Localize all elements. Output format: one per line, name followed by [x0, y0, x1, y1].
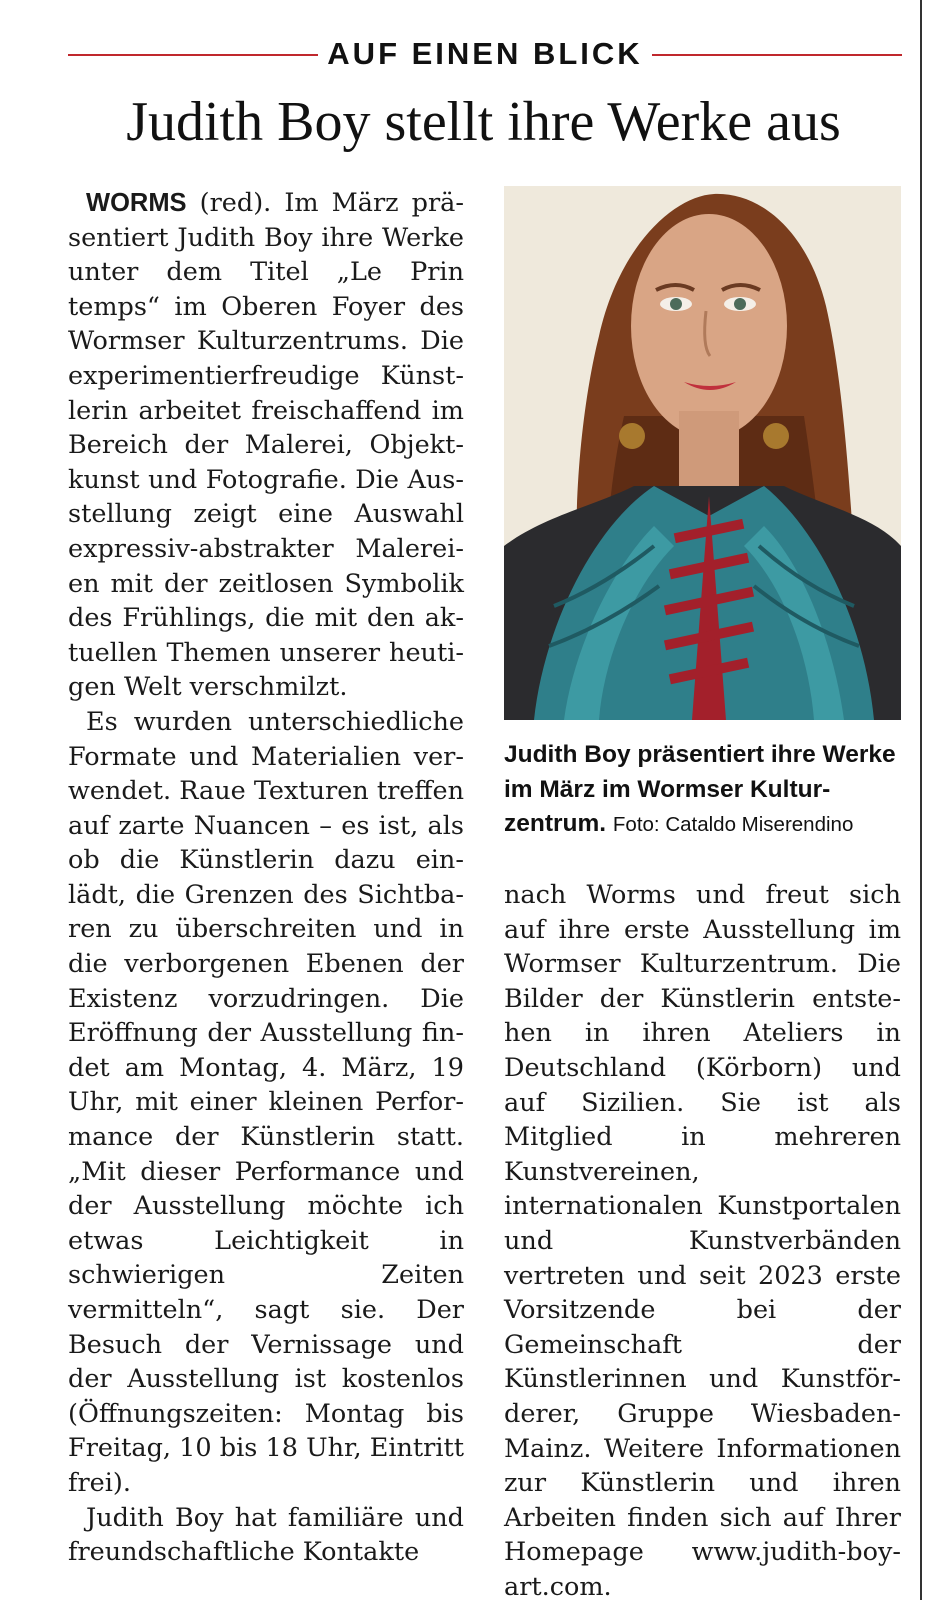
article-column-left: [68, 186, 464, 1570]
paragraph-2: Es wurden unterschiedliche Formate und Materialien verwendet. Raue Texturen treffen auf zarte Nuancen – es ist, als ob die Künstlerin dazu einlädt, die Grenzen des Sichtbaren zu überschreiten und in die verborgenen Ebenen der Existenz vorzudringen. Die Eröffnung der Ausstellung findet am Montag, 4. März, 19 Uhr, mit einer kleinen Performance der Künstlerin statt. „Mit dieser Performance und der Ausstellung möchte ich etwas Leichtigkeit in schwierigen Zeiten vermitteln“, sagt sie. Der Besuch der Vernissage und der Ausstellung ist kostenlos (Öffnungszeiten: Montag bis Freitag, 10 bis 18 Uhr, Eintritt frei).: [68, 706, 464, 1498]
photo-credit: Foto: Cataldo Miserendino: [612, 813, 854, 836]
headline: Judith Boy stellt ihre Werke aus: [126, 91, 841, 153]
dateline: WORMS: [86, 189, 187, 217]
paragraph-1-text: (red). Im März präsentiert Judith Boy ihre Werke unter dem Titel „Le Prin temps“ im Oberen Foyer des Wormser Kulturzentrums. Die experimentierfreudige Künstlerin arbeitet freischaffend im Bereich der Malerei, Objektkunst und Fotografie. Die Ausstellung zeigt eine Auswahl expressiv-abstrakter Malereien mit der zeitlosen Symbolik des Frühlings, die mit den aktuellen Themen unserer heutigen Welt verschmilzt.: [68, 188, 464, 703]
page-edge-rule: [920, 0, 922, 1600]
paragraph-3-start: Judith Boy hat familiäre und freundschaftliche Kontakte: [68, 1502, 464, 1568]
caption-text: Judith Boy präsentiert ihre Werke im März im Wormser Kulturzentrum.: [504, 741, 896, 837]
artist-photo: [504, 186, 901, 720]
artist-portrait-illustration: [504, 186, 901, 720]
photo-caption: [504, 738, 904, 843]
paragraph-1: [68, 186, 464, 705]
kicker-line-right: [652, 54, 902, 56]
kicker: AUF EINEN BLICK: [327, 36, 643, 71]
paragraph-3-continued: nach Worms und freut sich auf ihre erste Ausstellung im Wormser Kulturzentrum. Die Bilder der Künstlerin entstehen in ihren Ateliers in Deutschland (Körborn) und auf Sizilien. Sie ist als Mitglied in mehreren Kunstvereinen, internationalen Kunstportalen und Kunstverbänden vertreten und seit 2023 erste Vorsitzende bei der Gemeinschaft der Künstlerinnen und Kunstförderer, Gruppe Wiesbaden-Mainz. Weitere Informationen zur Künstlerin und ihren Arbeiten finden sich auf Ihrer Homepage www.judith-boy-art.com.: [504, 880, 901, 1602]
article-column-right: [504, 878, 901, 1604]
kicker-row: [68, 34, 902, 74]
